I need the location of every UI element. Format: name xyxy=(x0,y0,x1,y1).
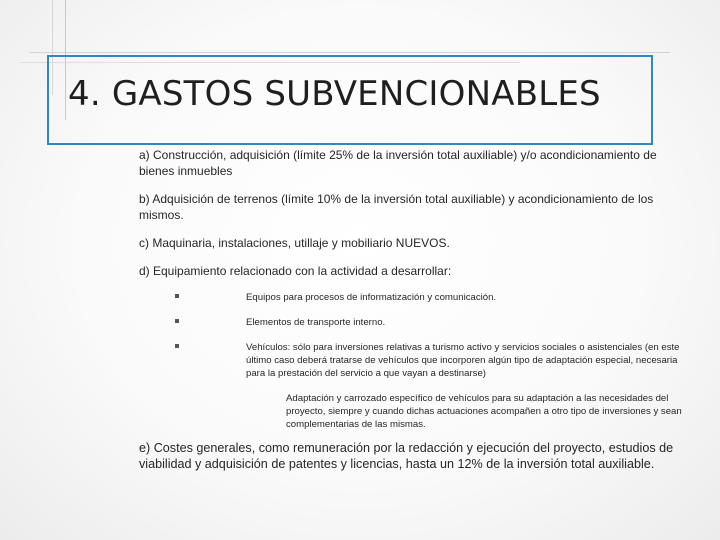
item-a: a) Construcción, adquisición (límite 25% de la inversión total auxiliable) y/o acondicionamiento de bienes inmuebles xyxy=(139,148,657,178)
list-item xyxy=(139,316,689,329)
vehicle-adaptation-note: Adaptación y carrozado específico de vehículos para su adaptación a las necesidades del proyecto, siempre y cuando dichas actuaciones acompañen a otro tipo de inversiones y sean complementarias de las mismas. xyxy=(286,393,682,430)
list-item-text: Equipos para procesos de informatización y comunicación. xyxy=(246,292,497,303)
slide-title: 4. GASTOS SUBVENCIONABLES xyxy=(68,74,601,114)
list-item xyxy=(139,291,689,304)
item-c: c) Maquinaria, instalaciones, utillaje y mobiliario NUEVOS. xyxy=(139,236,450,250)
list-item xyxy=(139,341,689,380)
decorative-line xyxy=(30,52,670,53)
item-b: b) Adquisición de terrenos (límite 10% de la inversión total auxiliable) y acondicionamiento de los mismos. xyxy=(139,192,654,222)
square-bullet-icon xyxy=(175,344,179,348)
item-e: e) Costes generales, como remuneración por la redacción y ejecución del proyecto, estudios de viabilidad y adquisición de patentes y licencias, hasta un 12% de la inversión total auxiliable. xyxy=(139,441,674,471)
list-item-text: Elementos de transporte interno. xyxy=(246,317,386,328)
square-bullet-icon xyxy=(175,319,179,323)
item-d: d) Equipamiento relacionado con la actividad a desarrollar: xyxy=(139,264,452,278)
list-item-text: Vehículos: sólo para inversiones relativas a turismo activo y servicios sociales o asistenciales (en este último caso deberá tratarse de vehículos que incorporen algún tipo de adaptación especial, necesaria para la prestación del servicio a que vayan a destinarse) xyxy=(246,342,680,379)
square-bullet-icon xyxy=(175,294,179,298)
equipment-list xyxy=(139,291,689,380)
slide-content xyxy=(139,147,689,484)
